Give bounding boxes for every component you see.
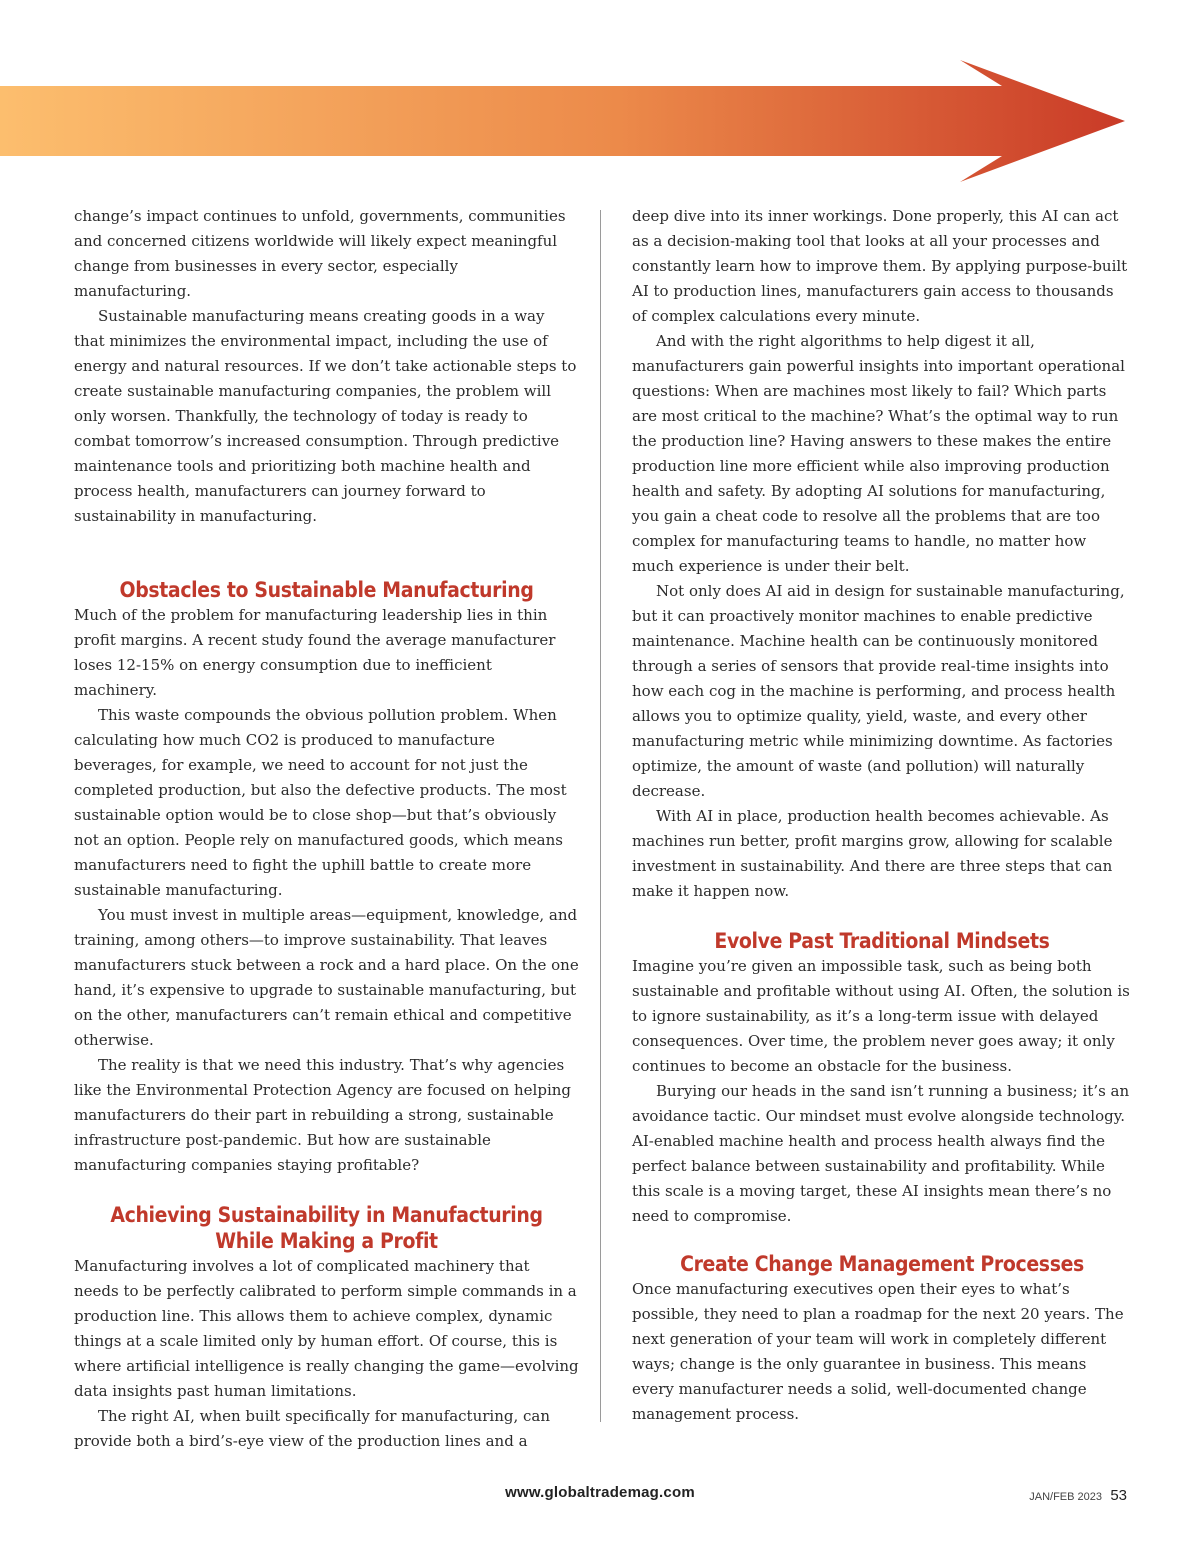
paragraph: Not only does AI aid in design for sustainable manufacturing, but it can proactively monitor machines to enable predictive maintenance. Machine health can be continuously monitored through a series of sensors that provide real-time insights into how each cog in the machine is performing, and process health allows you to optimize quality, yield, waste, and every other manufacturing metric while minimizing downtime. As factories optimize, the amount of waste (and pollution) will naturally decrease. <box>632 582 1125 800</box>
paragraph: The right AI, when built specifically for manufacturing, can provide both a bird’s-eye view of the production lines and a <box>74 1407 551 1450</box>
section-heading-achieving <box>99 1202 554 1254</box>
paragraph: This waste compounds the obvious pollution problem. When calculating how much CO2 is produced to manufacture beverages, for example, we need to account for not just the completed production, but also the defective products. The most sustainable option would be to close shop—but that’s obviously not an option. People rely on manufactured goods, which means manufacturers need to fight the uphill battle to create more sustainable manufacturing. <box>74 706 567 899</box>
paragraph: Much of the problem for manufacturing leadership lies in thin profit margins. A recent study found the average manufacturer loses 12-15% on energy consumption due to inefficient machinery. <box>74 606 556 699</box>
paragraph: Sustainable manufacturing means creating goods in a way that minimizes the environmental impact, including the use of energy and natural resources. If we don’t take actionable steps to create sustainable manufacturing companies, the problem will only worsen. Thankfully, the technology of today is ready to combat tomorrow’s increased consumption. Through predictive maintenance tools and prioritizing both machine health and process health, manufacturers can journey forward to sustainability in manufacturing. <box>74 307 577 525</box>
left-column <box>74 204 579 1454</box>
section-heading-obstacles: Obstacles to Sustainable Manufacturing <box>119 578 534 602</box>
section-heading-evolve: Evolve Past Traditional Mindsets <box>714 929 1050 953</box>
paragraph: Once manufacturing executives open their eyes to what’s possible, they need to plan a roadmap for the next 20 years. The next generation of your team will work in completely different ways; change is the only guarantee in business. This means every manufacturer needs a solid, well-documented change management process. <box>632 1280 1124 1423</box>
heading-line: While Making a Profit <box>215 1229 438 1253</box>
footer-issue-date: JAN/FEB 2023 <box>1029 1491 1102 1503</box>
paragraph: deep dive into its inner workings. Done properly, this AI can act as a decision-making tool that looks at all your processes and constantly learn how to improve them. By applying purpose-built AI to production lines, manufacturers gain access to thousands of complex calculations every minute. <box>632 207 1128 325</box>
paragraph: Burying our heads in the sand isn’t running a business; it’s an avoidance tactic. Our mindset must evolve alongside technology. AI-enabled machine health and process health always find the perfect balance between sustainability and profitability. While this scale is a moving target, these AI insights mean there’s no need to compromise. <box>632 1082 1130 1225</box>
decorative-arrow-banner <box>0 0 1200 190</box>
paragraph: With AI in place, production health becomes achievable. As machines run better, profit margins grow, allowing for scalable investment in sustainability. And there are three steps that can make it happen now. <box>632 807 1113 900</box>
paragraph: Manufacturing involves a lot of complicated machinery that needs to be perfectly calibrated to perform simple commands in a production line. This allows them to achieve complex, dynamic things at a scale limited only by human effort. Of course, this is where artificial intelligence is really changing the game—evolving data insights past human limitations. <box>74 1257 579 1400</box>
paragraph: And with the right algorithms to help digest it all, manufacturers gain powerful insights into important operational questions: When are machines most likely to fail? Which parts are most critical to the machine? What’s the optimal way to run the production line? Having answers to these makes the entire production line more efficient while also improving production health and safety. By adopting AI solutions for manufacturing, you gain a cheat code to resolve all the problems that are too complex for manufacturing teams to handle, no matter how much experience is under their belt. <box>632 332 1125 575</box>
column-divider <box>600 210 601 1422</box>
paragraph: The reality is that we need this industry. That’s why agencies like the Environmental Protection Agency are focused on helping manufacturers do their part in rebuilding a strong, sustainable infrastructure post-pandemic. But how are sustainable manufacturing companies staying profitable? <box>74 1056 572 1174</box>
footer-website-url[interactable]: www.globaltrademag.com <box>505 1484 695 1501</box>
arrow-icon <box>0 60 1125 182</box>
section-heading-change: Create Change Management Processes <box>680 1252 1084 1276</box>
heading-line: Achieving Sustainability in Manufacturing <box>110 1203 543 1227</box>
right-column <box>632 204 1132 1427</box>
paragraph: change’s impact continues to unfold, governments, communities and concerned citizens worldwide will likely expect meaningful change from businesses in every sector, especially manufacturing. <box>74 207 566 300</box>
footer-page-number: 53 <box>1110 1487 1127 1504</box>
paragraph: Imagine you’re given an impossible task, such as being both sustainable and profitable without using AI. Often, the solution is to ignore sustainability, as it’s a long-term issue with delayed consequences. Over time, the problem never goes away; it only continues to become an obstacle for the business. <box>632 957 1130 1075</box>
paragraph: You must invest in multiple areas—equipment, knowledge, and training, among others—to improve sustainability. That leaves manufacturers stuck between a rock and a hard place. On the one hand, it’s expensive to upgrade to sustainable manufacturing, but on the other, manufacturers can’t remain ethical and competitive otherwise. <box>74 906 579 1049</box>
